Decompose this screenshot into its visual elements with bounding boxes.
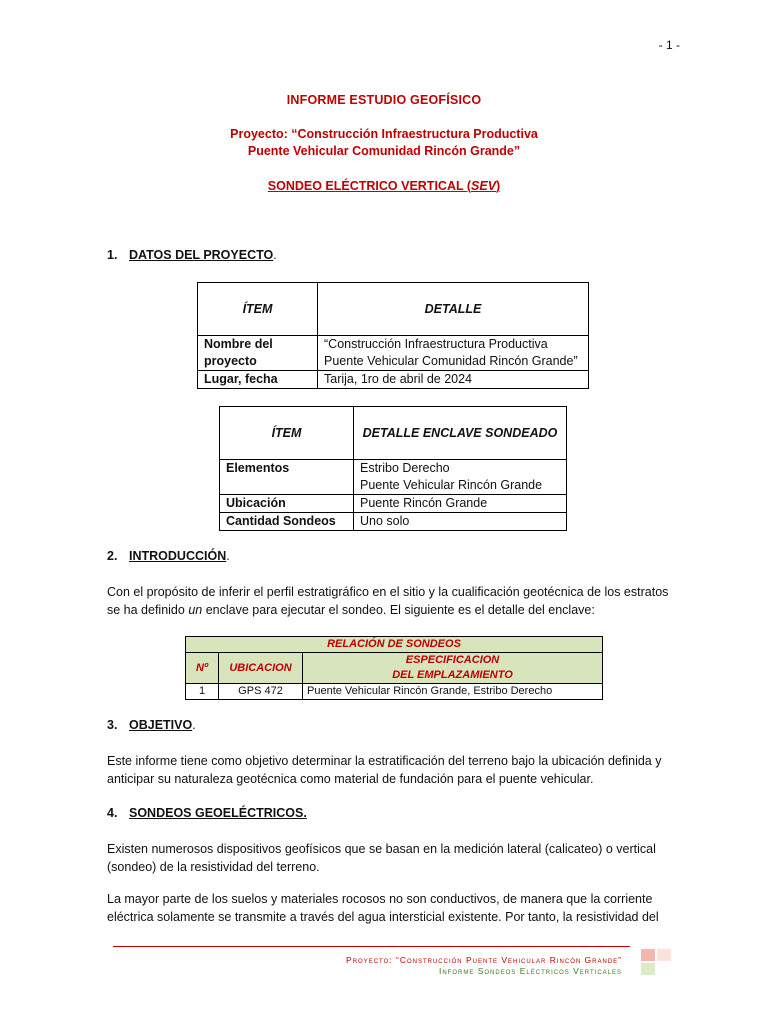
section-2-heading	[107, 549, 230, 563]
table-row	[198, 336, 589, 371]
table-header-row	[198, 283, 589, 336]
footer-logo-square-red	[641, 949, 655, 961]
sev-prefix: SONDEO ELÉCTRICO VERTICAL (	[267, 179, 472, 193]
sondeos-paragraph-2	[107, 890, 680, 926]
header-item: ÍTEM	[198, 283, 318, 336]
section-number: 2.	[107, 549, 118, 563]
objective-line-2: anticipar su naturaleza geotécnica como material de fundación para el puente vehicular.	[107, 772, 594, 786]
sondeos-p2-line-1: La mayor parte de los suelos y materiales rocosos no son conductivos, de manera que la corriente	[107, 892, 653, 906]
row-label: Ubicación	[220, 495, 354, 513]
section-3-heading	[107, 718, 196, 732]
table-caption: RELACIÓN DE SONDEOS	[186, 637, 603, 653]
intro-paragraph	[107, 583, 680, 619]
section-tail: .	[192, 718, 196, 732]
footer-rule	[113, 946, 630, 947]
project-line-1: Proyecto: “Construcción Infraestructura Productiva	[230, 127, 538, 141]
objective-line-1: Este informe tiene como objetivo determinar la estratificación del terreno bajo la ubicación definida y	[107, 754, 662, 768]
footer-project-line: Proyecto: “Construcción Puente Vehicular Rincón Grande”	[346, 955, 622, 965]
project-data-table	[197, 282, 589, 389]
section-number: 1.	[107, 248, 118, 262]
section-title: INTRODUCCIÓN	[129, 549, 227, 563]
header-item: ÍTEM	[220, 407, 354, 460]
row-label: Lugar, fecha	[198, 371, 318, 389]
sondeos-p1-line-2: (sondeo) de la resistividad del terreno.	[107, 860, 320, 874]
table-row	[186, 684, 603, 700]
sev-suffix: )	[496, 179, 501, 193]
sev-subtitle	[0, 179, 768, 193]
section-tail: .	[226, 549, 230, 563]
project-line-2: Puente Vehicular Comunidad Rincón Grande”	[247, 144, 521, 158]
sondeos-p2-line-2: eléctrica solamente se transmite a través del agua intersticial existente. Por tanto, la resistividad del	[107, 910, 659, 924]
table-row	[220, 460, 567, 495]
sondeos-table	[185, 636, 603, 700]
row-value: Uno solo	[354, 513, 567, 531]
intro-line-2-em: un	[188, 603, 203, 617]
intro-line-2-pre: se ha definido	[107, 603, 189, 617]
row-label: Cantidad Sondeos	[220, 513, 354, 531]
section-tail: .	[273, 248, 277, 262]
sondeos-paragraph-1	[107, 840, 680, 876]
row-label: Nombre del proyecto	[198, 336, 318, 371]
cell-especificacion: Puente Vehicular Rincón Grande, Estribo Derecho	[303, 684, 603, 700]
header-ubicacion: UBICACION	[219, 653, 303, 684]
page-number: - 1 -	[658, 38, 680, 52]
header-especificacion: ESPECIFICACION DEL EMPLAZAMIENTO	[303, 653, 603, 684]
report-title: INFORME ESTUDIO GEOFÍSICO	[286, 93, 482, 107]
sev-abbr: SEV	[471, 179, 497, 193]
row-value: Puente Rincón Grande	[354, 495, 567, 513]
intro-line-1: Con el propósito de inferir el perfil estratigráfico en el sitio y la cualificación geotécnica de los estratos	[107, 585, 669, 599]
footer-logo-square-pink	[657, 949, 671, 961]
section-title: DATOS DEL PROYECTO	[129, 248, 274, 262]
intro-line-2-post: enclave para ejecutar el sondeo. El siguiente es el detalle del enclave:	[202, 603, 595, 617]
footer-report-line: Informe Sondeos Eléctricos Verticales	[438, 966, 622, 976]
section-4-heading	[107, 806, 307, 820]
table-row	[198, 371, 589, 389]
cell-ubicacion: GPS 472	[219, 684, 303, 700]
section-number: 4.	[107, 806, 118, 820]
row-value: “Construcción Infraestructura Productiva Puente Vehicular Comunidad Rincón Grande”	[318, 336, 589, 371]
table-row	[220, 495, 567, 513]
enclave-table	[219, 406, 567, 531]
table-caption-row	[186, 637, 603, 653]
row-value: Estribo Derecho Puente Vehicular Rincón Grande	[354, 460, 567, 495]
section-1-heading	[107, 248, 277, 262]
header-detail: DETALLE	[318, 283, 589, 336]
table-row	[220, 513, 567, 531]
sondeos-p1-line-1: Existen numerosos dispositivos geofísicos que se basan en la medición lateral (calicateo) o vertical	[107, 842, 656, 856]
header-detail: DETALLE ENCLAVE SONDEADO	[354, 407, 567, 460]
cell-num: 1	[186, 684, 219, 700]
section-title: SONDEOS GEOELÉCTRICOS.	[129, 806, 307, 820]
row-value: Tarija, 1ro de abril de 2024	[318, 371, 589, 389]
header-num: Nº	[186, 653, 219, 684]
section-number: 3.	[107, 718, 118, 732]
table-header-row	[220, 407, 567, 460]
section-title: OBJETIVO	[129, 718, 193, 732]
footer-logo-square-green	[641, 963, 655, 975]
row-label: Elementos	[220, 460, 354, 495]
objective-paragraph	[107, 752, 680, 788]
table-header-row	[186, 653, 603, 684]
